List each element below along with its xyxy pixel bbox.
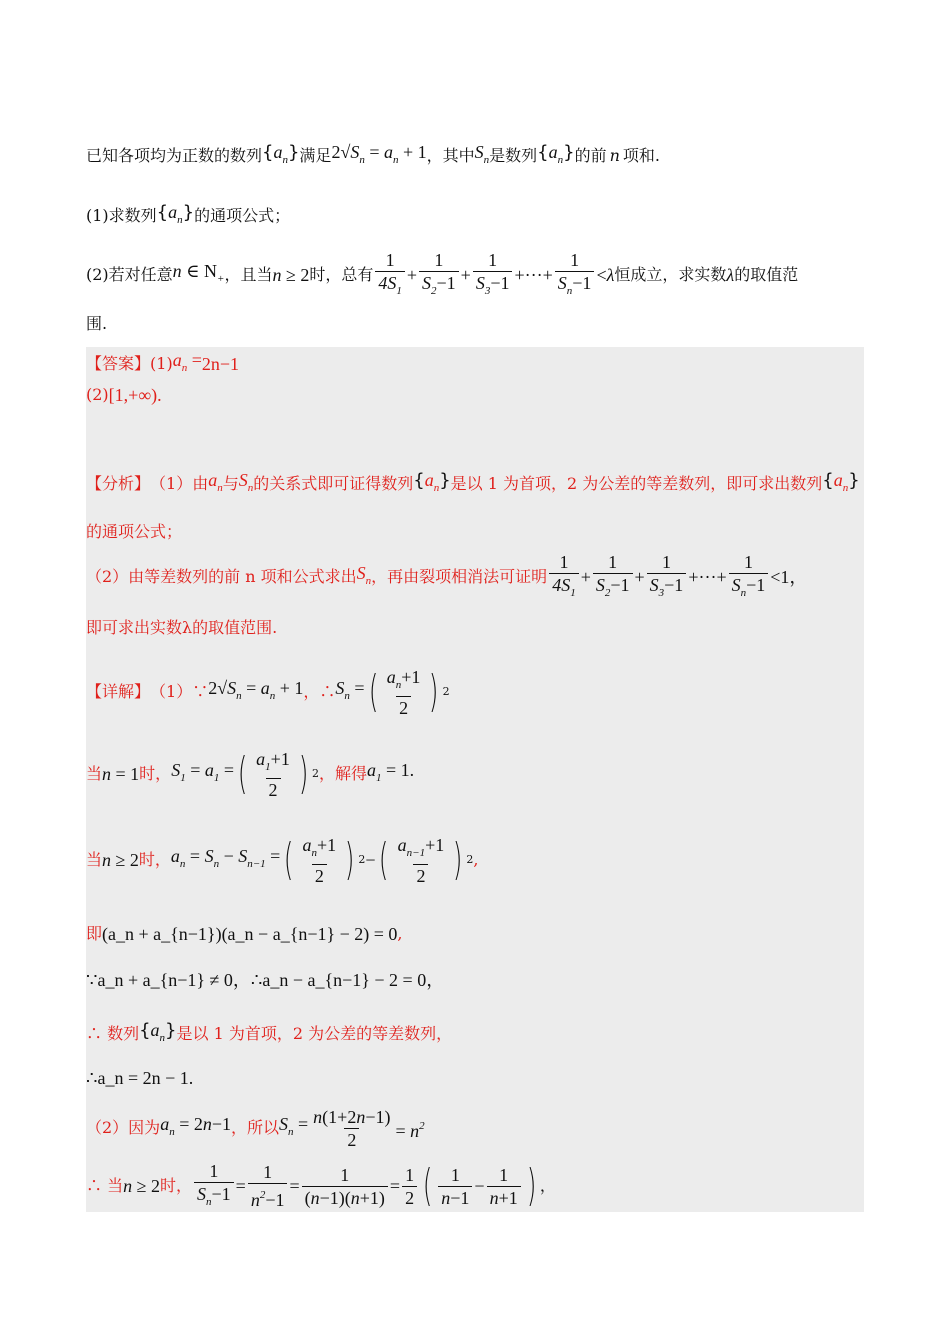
fraction: $\frac{1}{S_n-1}$: [194, 1160, 234, 1213]
detail-line-3: 当 n ≥ 2 时， $a_n = S_n - S_{n-1}$ = ( $\frac{a_n+1}{2}$ ) 2 − ( $\frac{a_{n-1}+1}{2}$ ) 2 ,: [86, 834, 479, 886]
detail-line-7: ∴a_n = 2n − 1.: [86, 1068, 194, 1088]
detail-line-9: ∴ 当 n ≥ 2 时， $\frac{1}{S_n-1}$ = $\frac{1}{n^2-1}$ = $\frac{1}{(n-1)(n+1)}$ = $\frac{1}{2}$ ( $\frac{1}{n-1}$ − $\frac{1}{n+1}$ ) ，: [86, 1160, 556, 1211]
fraction: $\frac{a_n+1}{2}$: [302, 834, 337, 886]
analysis-line-3: （2）由等差数列的前 n 项和公式求出 $S_n$ ，再由裂项相消法可证明 $\frac{1}{4S_1}$ + $\frac{1}{S_2-1}$ + $\frac{1}{S_3-1}$ +···+ $\frac{1}{S_n-1}$ <1，: [86, 555, 866, 599]
answer-1: 【答案】 (1) $a_n$ = 2n−1: [86, 350, 239, 374]
detail-line-8: （2）因为 $a_n = 2n-1$ ，所以 $S_n$ = $\frac{n(1+2n-1)}{2}$ = $n^2$: [86, 1106, 425, 1150]
fraction: $\frac{1}{4S_1}$: [375, 249, 405, 302]
fraction: $\frac{1}{S_2-1}$: [419, 249, 459, 302]
fraction: $\frac{1}{n+1}$: [487, 1164, 521, 1209]
cond-formula: $2√S_n = a_n + 1$: [331, 142, 427, 166]
analysis-line-1: 【分析】 （1）由 $a_n$ 与 $S_n$ 的关系式即可证得数列 $\{a_n\}$ 是以 1 为首项，2 为公差的等差数列，即可求出数列 $\{a_n\}$: [86, 470, 860, 494]
detail-line-1: 【详解】 （1）∵ $2√S_n = a_n + 1$ ，∴ $S_n$ = ( $\frac{a_n+1}{2}$ ) 2: [86, 666, 450, 718]
fraction: $\frac{1}{S_n-1}$: [555, 249, 595, 302]
fraction: $\frac{a_n+1}{2}$: [386, 666, 421, 718]
fraction: $\frac{1}{4S_1}$: [549, 551, 579, 604]
fraction: $\frac{1}{S_n-1}$: [729, 551, 769, 604]
question-2: (2)若对任意 n ∈ $N_+$ ，且当 n ≥ 2 时，总有 $\frac{1}{4S_1}$ + $\frac{1}{S_2-1}$ + $\frac{1}{S_3-1}$ +···+ $\frac{1}{S_n-1}$ < λ 恒成立，求实数 λ 的取值范: [86, 255, 866, 295]
question-2-end: 围.: [86, 314, 108, 333]
detail-line-4: 即 (a_n + a_{n−1})(a_n − a_{n−1} − 2) = 0 ,: [86, 924, 403, 944]
fraction: $\frac{1}{2}$: [402, 1164, 417, 1209]
fraction: $\frac{a_1+1}{2}$: [256, 748, 290, 800]
seq-an: $\{a_n\}$: [262, 142, 300, 166]
fraction: $\frac{1}{S_3-1}$: [473, 249, 513, 302]
fraction: $\frac{1}{S_3-1}$: [647, 551, 687, 604]
analysis-line-2: 的通项公式；: [86, 522, 183, 541]
detail-line-6: ∴ 数列 $\{a_n\}$ 是以 1 为首项，2 为公差的等差数列，: [86, 1020, 453, 1044]
fraction: $\frac{1}{S_2-1}$: [593, 551, 633, 604]
question-1: (1)求数列 $\{a_n\}$ 的通项公式；: [86, 202, 291, 226]
analysis-line-4: 即可求出实数λ的取值范围.: [86, 618, 278, 637]
fraction: $\frac{a_{n-1}+1}{2}$: [397, 834, 445, 886]
fraction: $\frac{1}{n^2-1}$: [248, 1161, 288, 1211]
detail-line-5: ∵a_n + a_{n−1} ≠ 0，∴a_n − a_{n−1} − 2 = 0，: [86, 970, 445, 990]
detail-line-2: 当 n = 1 时， $S_1 = a_1$ = ( $\frac{a_1+1}{2}$ ) 2 ，解得 $a_1 = 1$.: [86, 748, 415, 800]
fraction: $\frac{1}{n-1}$: [438, 1164, 472, 1209]
problem-intro: 已知各项均为正数的数列 $\{a_n\}$ 满足 $2√S_n = a_n + 1$ ，其中 $S_n$ 是数列 $\{a_n\}$ 的前 n 项和.: [86, 140, 866, 172]
fraction: $\frac{1}{(n-1)(n+1)}$: [302, 1164, 388, 1209]
fraction: $\frac{n(1+2n-1)}{2}$: [313, 1106, 391, 1150]
answer-2: (2) [1,+∞).: [86, 385, 162, 405]
